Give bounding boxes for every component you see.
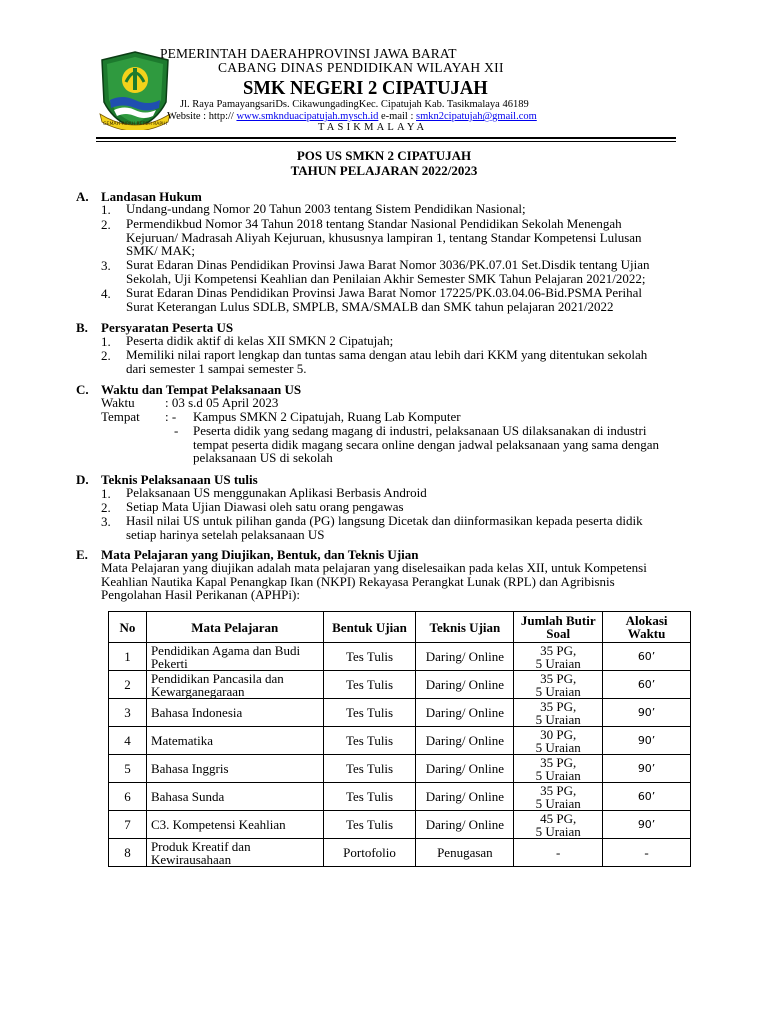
section-c-label: C. [76, 382, 89, 397]
header-school-name: SMK NEGERI 2 CIPATUJAH [243, 77, 488, 99]
cell-question-count [514, 839, 603, 867]
cell-exam-form: Tes Tulis [323, 699, 416, 727]
table-row [109, 643, 691, 671]
cell-no: 8 [109, 839, 147, 867]
section-e-heading: Mata Pelajaran yang Diujikan, Bentuk, dan Teknis Ujian [101, 547, 419, 562]
table-row [109, 699, 691, 727]
cell-no: 6 [109, 783, 147, 811]
cell-exam-technique: Daring/ Online [416, 643, 514, 671]
cell-question-count [514, 643, 603, 671]
cell-subject: Bahasa Sunda [146, 783, 323, 811]
section-d-item-number: 2. [101, 500, 111, 515]
website-label: Website : http:// [167, 111, 234, 122]
cell-no: 3 [109, 699, 147, 727]
cell-subject: Produk Kreatif dan Kewirausahaan [146, 839, 323, 867]
cell-subject: Matematika [146, 727, 323, 755]
section-a-heading: Landasan Hukum [101, 189, 202, 204]
section-a-item-4: Surat Edaran Dinas Pendidikan Provinsi Jawa Barat Nomor 17225/PK.03.04.06-Bid.PSMA Perihal Surat Keterangan Lulus SDLB, SMPLB, SMA/SMALB dan SMK tahun pelajaran 2021/2022 [126, 285, 642, 314]
cell-subject: C3. Kompetensi Keahlian [146, 811, 323, 839]
section-a-item-number: 4. [101, 286, 111, 301]
col-header-question-count: Jumlah Butir Soal [514, 612, 603, 643]
cell-exam-technique: Penugasan [416, 839, 514, 867]
section-d-item-number: 1. [101, 486, 111, 501]
cell-exam-technique: Daring/ Online [416, 671, 514, 699]
subjects-table [108, 611, 691, 867]
tempat-online-note: Peserta didik yang sedang magang di industri, pelaksanaan US dilaksanakan di industri tempat peserta didik magang secara online dengan jadwal pelaksanaan yang sama dengan pelaksanaan US di sekolah [193, 423, 660, 466]
question-count-pg: 45 PG, [540, 810, 577, 826]
header-address: Jl. Raya PamayangsariDs. CikawungadingKec. Cipatujah Kab. Tasikmalaya 46189 [180, 99, 529, 110]
section-b-item-1: Peserta didik aktif di kelas XII SMKN 2 Cipatujah; [126, 333, 394, 348]
cell-time-allocation: 90’ [603, 699, 691, 727]
section-a-item-number: 1. [101, 202, 111, 217]
cell-question-count [514, 727, 603, 755]
table-header-row [109, 612, 691, 643]
question-count-essay: 5 Uraian [535, 767, 581, 783]
section-d-label: D. [76, 472, 89, 487]
table-row [109, 783, 691, 811]
cell-question-count [514, 811, 603, 839]
cell-subject: Bahasa Indonesia [146, 699, 323, 727]
cell-exam-technique: Daring/ Online [416, 783, 514, 811]
section-a-label: A. [76, 189, 89, 204]
cell-exam-technique: Daring/ Online [416, 811, 514, 839]
question-count-pg: 35 PG, [540, 782, 577, 798]
header-branch-office: CABANG DINAS PENDIDIKAN WILAYAH XII [218, 60, 504, 75]
table-row [109, 755, 691, 783]
tempat-colon: : - [165, 409, 177, 424]
cell-no: 7 [109, 811, 147, 839]
document-title: POS US SMKN 2 CIPATUJAH [296, 148, 472, 163]
section-a-item-3: Surat Edaran Dinas Pendidikan Provinsi Jawa Barat Nomor 3036/PK.07.01 Set.Disdik tentang Ujian Sekolah, Uji Kompetensi Keahlian dan Penilaian Akhir Semester SMK Tahun Pelajaran 2021/2022; [126, 257, 650, 286]
col-header-exam-form: Bentuk Ujian [323, 612, 416, 643]
table-row [109, 727, 691, 755]
cell-subject: Bahasa Inggris [146, 755, 323, 783]
tempat-value: Kampus SMKN 2 Cipatujah, Ruang Lab Komputer [193, 409, 461, 424]
cell-no: 4 [109, 727, 147, 755]
section-b-label: B. [76, 320, 88, 335]
svg-text:GEMAH RIPAH REPEH RAPIH: GEMAH RIPAH REPEH RAPIH [103, 122, 167, 127]
cell-time-allocation: - [603, 839, 691, 867]
cell-no: 2 [109, 671, 147, 699]
question-count-essay: 5 Uraian [535, 655, 581, 671]
waktu-value: : 03 s.d 05 April 2023 [165, 395, 279, 410]
table-row [109, 811, 691, 839]
cell-time-allocation: 90’ [603, 727, 691, 755]
question-count-pg: 35 PG, [540, 670, 577, 686]
col-header-no: No [109, 612, 147, 643]
header-divider-thin [96, 141, 676, 142]
cell-exam-technique: Daring/ Online [416, 755, 514, 783]
section-d-item-number: 3. [101, 514, 111, 529]
col-header-exam-technique: Teknis Ujian [416, 612, 514, 643]
cell-question-count [514, 783, 603, 811]
cell-exam-technique: Daring/ Online [416, 699, 514, 727]
col-header-subject: Mata Pelajaran [146, 612, 323, 643]
section-a-item-number: 3. [101, 258, 111, 273]
question-count-essay: 5 Uraian [535, 711, 581, 727]
section-c-heading: Waktu dan Tempat Pelaksanaan US [101, 382, 302, 397]
section-b-item-number: 2. [101, 348, 111, 363]
header-divider-thick [96, 137, 676, 139]
cell-subject: Pendidikan Pancasila dan Kewarganegaraan [146, 671, 323, 699]
cell-exam-form: Tes Tulis [323, 727, 416, 755]
west-java-emblem-logo [96, 50, 174, 130]
cell-exam-form: Tes Tulis [323, 755, 416, 783]
question-count-pg: 30 PG, [540, 726, 577, 742]
cell-no: 5 [109, 755, 147, 783]
table-row [109, 839, 691, 867]
section-d-item-1: Pelaksanaan US menggunakan Aplikasi Berbasis Android [126, 485, 427, 500]
cell-exam-form: Tes Tulis [323, 811, 416, 839]
cell-time-allocation: 60’ [603, 783, 691, 811]
section-b-item-number: 1. [101, 334, 111, 349]
cell-exam-form: Tes Tulis [323, 643, 416, 671]
question-count-essay: 5 Uraian [535, 683, 581, 699]
cell-exam-technique: Daring/ Online [416, 727, 514, 755]
website-link[interactable]: www.smknduacipatujah.mysch.id [236, 111, 379, 122]
section-a-item-2: Permendikbud Nomor 34 Tahun 2018 tentang Standar Nasional Pendidikan Sekolah Menengah Kejuruan/ Madrasah Aliyah Kejuruan, khususnya lampiran 1, tentang Standar Kompetensi Lulusan SMK/ MAK; [126, 216, 642, 259]
table-row [109, 671, 691, 699]
cell-time-allocation: 90’ [603, 755, 691, 783]
question-count-essay: 5 Uraian [535, 739, 581, 755]
cell-exam-form: Portofolio [323, 839, 416, 867]
document-subtitle: TAHUN PELAJARAN 2022/2023 [290, 163, 478, 178]
cell-time-allocation: 90’ [603, 811, 691, 839]
section-d-item-3: Hasil nilai US untuk pilihan ganda (PG) langsung Dicetak dan diinformasikan kepada peserta didik setiap harinya setelah pelaksanaan US [126, 513, 643, 542]
section-a-item-number: 2. [101, 217, 111, 232]
section-e-label: E. [76, 547, 88, 562]
section-b-heading: Persyaratan Peserta US [101, 320, 234, 335]
cell-subject: Pendidikan Agama dan Budi Pekerti [146, 643, 323, 671]
question-count-pg: 35 PG, [540, 642, 577, 658]
section-d-item-2: Setiap Mata Ujian Diawasi oleh satu orang pengawas [126, 499, 404, 514]
tempat-dash: - [174, 423, 179, 438]
section-a-item-1: Undang-undang Nomor 20 Tahun 2003 tentang Sistem Pendidikan Nasional; [126, 201, 526, 216]
section-e-intro: Mata Pelajaran yang diujikan adalah mata pelajaran yang diselesaikan pada kelas XII, untuk Kompetensi Keahlian Nautika Kapal Penangkap Ikan (NKPI) Rekayasa Perangkat Lunak (RPL) dan Agribisnis Pengolahan Hasil Perikanan (APHPi): [101, 560, 647, 603]
col-header-time-allocation: Alokasi Waktu [603, 612, 691, 643]
tempat-label: Tempat [101, 409, 140, 424]
cell-time-allocation: 60’ [603, 643, 691, 671]
question-count-pg: 35 PG, [540, 754, 577, 770]
cell-time-allocation: 60’ [603, 671, 691, 699]
section-d-heading: Teknis Pelaksanaan US tulis [101, 472, 258, 487]
cell-no: 1 [109, 643, 147, 671]
cell-question-count [514, 699, 603, 727]
email-link[interactable]: smkn2cipatujah@gmail.com [416, 111, 537, 122]
question-count-essay: 5 Uraian [535, 795, 581, 811]
email-label: e-mail : [381, 111, 414, 122]
section-b-item-2: Memiliki nilai raport lengkap dan tuntas sama dengan atau lebih dari KKM yang ditentukan sekolah dari semester 1 sampai semester 5. [126, 347, 648, 376]
cell-exam-form: Tes Tulis [323, 783, 416, 811]
header-government: PEMERINTAH DAERAHPROVINSI JAWA BARAT [160, 46, 457, 61]
cell-exam-form: Tes Tulis [323, 671, 416, 699]
cell-question-count [514, 755, 603, 783]
header-contact [167, 111, 537, 122]
question-count-pg: - [556, 845, 561, 860]
question-count-pg: 35 PG, [540, 698, 577, 714]
cell-question-count [514, 671, 603, 699]
waktu-label: Waktu [101, 395, 135, 410]
question-count-essay: 5 Uraian [535, 823, 581, 839]
header-city: TASIKMALAYA [318, 122, 428, 133]
